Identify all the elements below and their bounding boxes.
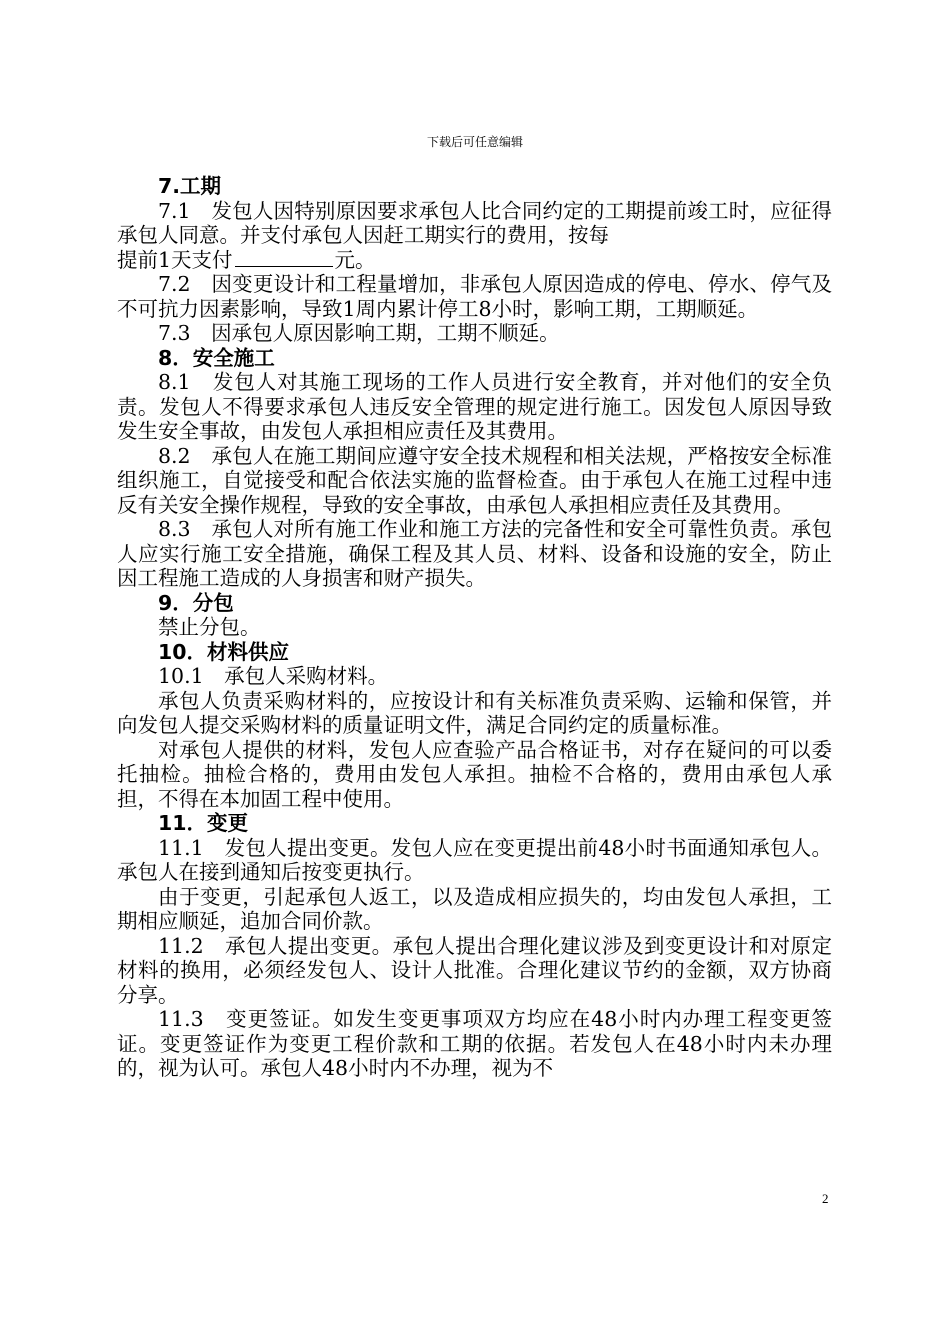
paragraph-7-3: 7.3 因承包人原因影响工期，工期不顺延。 [158, 321, 560, 345]
paragraph-11-1-a: 由于变更，引起承包人返工，以及造成相应损失的，均由发包人承担，工期相应顺延，追加合同价款。 [117, 884, 832, 933]
section-heading-schedule: 7.工期 [158, 174, 222, 198]
paragraph-10-1-a: 承包人负责采购材料的，应按设计和有关标准负责采购、运输和保管，并向发包人提交采购材料的质量证明文件，满足合同约定的质量标准。 [117, 688, 832, 737]
paragraph-7-1-payment [117, 248, 832, 273]
section-heading-changes: 11．变更 [158, 811, 249, 835]
document-body [117, 174, 832, 1081]
paragraph-9: 禁止分包。 [158, 615, 261, 639]
paragraph-10-1-b: 对承包人提供的材料，发包人应查验产品合格证书，对存在疑问的可以委托抽检。抽检合格的，费用由发包人承担。抽检不合格的，费用由承包人承担，不得在本加固工程中使用。 [117, 737, 832, 811]
paragraph-8-2: 8.2 承包人在施工期间应遵守安全技术规程和相关法规，严格按安全标准组织施工，自觉接受和配合依法实施的监督检查。由于承包人在施工过程中违反有关安全操作规程，导致的安全事故，由承包人承担相应责任及其费用。 [117, 443, 832, 517]
payment-text-before: 提前1天支付 [117, 247, 233, 272]
blank-amount-field [235, 248, 333, 267]
payment-text-after: 元。 [334, 247, 376, 272]
paragraph-11-1: 11.1 发包人提出变更。发包人应在变更提出前48小时书面通知承包人。承包人在接到通知后按变更执行。 [117, 835, 832, 884]
paragraph-8-3: 8.3 承包人对所有施工作业和施工方法的完备性和安全可靠性负责。承包人应实行施工安全措施，确保工程及其人员、材料、设备和设施的安全，防止因工程施工造成的人身损害和财产损失。 [117, 517, 832, 590]
section-heading-materials: 10．材料供应 [158, 639, 290, 664]
paragraph-7-2: 7.2 因变更设计和工程量增加，非承包人原因造成的停电、停水、停气及不可抗力因素影响，导致1周内累计停工8小时，影响工期，工期顺延。 [117, 272, 832, 321]
header-note: 下载后可任意编辑 [426, 135, 523, 149]
paragraph-8-1: 8.1 发包人对其施工现场的工作人员进行安全教育，并对他们的安全负责。发包人不得要求承包人违反安全管理的规定进行施工。因发包人原因导致发生安全事故，由发包人承担相应责任及其费用。 [117, 370, 832, 443]
paragraph-10-1: 10.1 承包人采购材料。 [158, 664, 389, 688]
section-heading-subcontract: 9．分包 [158, 590, 234, 615]
paragraph-11-2: 11.2 承包人提出变更。承包人提出合理化建议涉及到变更设计和对原定材料的换用，必须经发包人、设计人批准。合理化建议节约的金额，双方协商分享。 [117, 933, 832, 1007]
paragraph-11-3: 11.3 变更签证。如发生变更事项双方均应在48小时内办理工程变更签证。变更签证作为变更工程价款和工期的依据。若发包人在48小时内未办理的，视为认可。承包人48小时内不办理，视为不 [117, 1007, 832, 1080]
page-number: 2 [822, 1191, 829, 1206]
paragraph-7-1: 7.1 发包人因特别原因要求承包人比合同约定的工期提前竣工时，应征得承包人同意。并支付承包人因赶工期实行的费用，按每 [117, 198, 832, 247]
section-heading-safety: 8．安全施工 [158, 345, 275, 370]
